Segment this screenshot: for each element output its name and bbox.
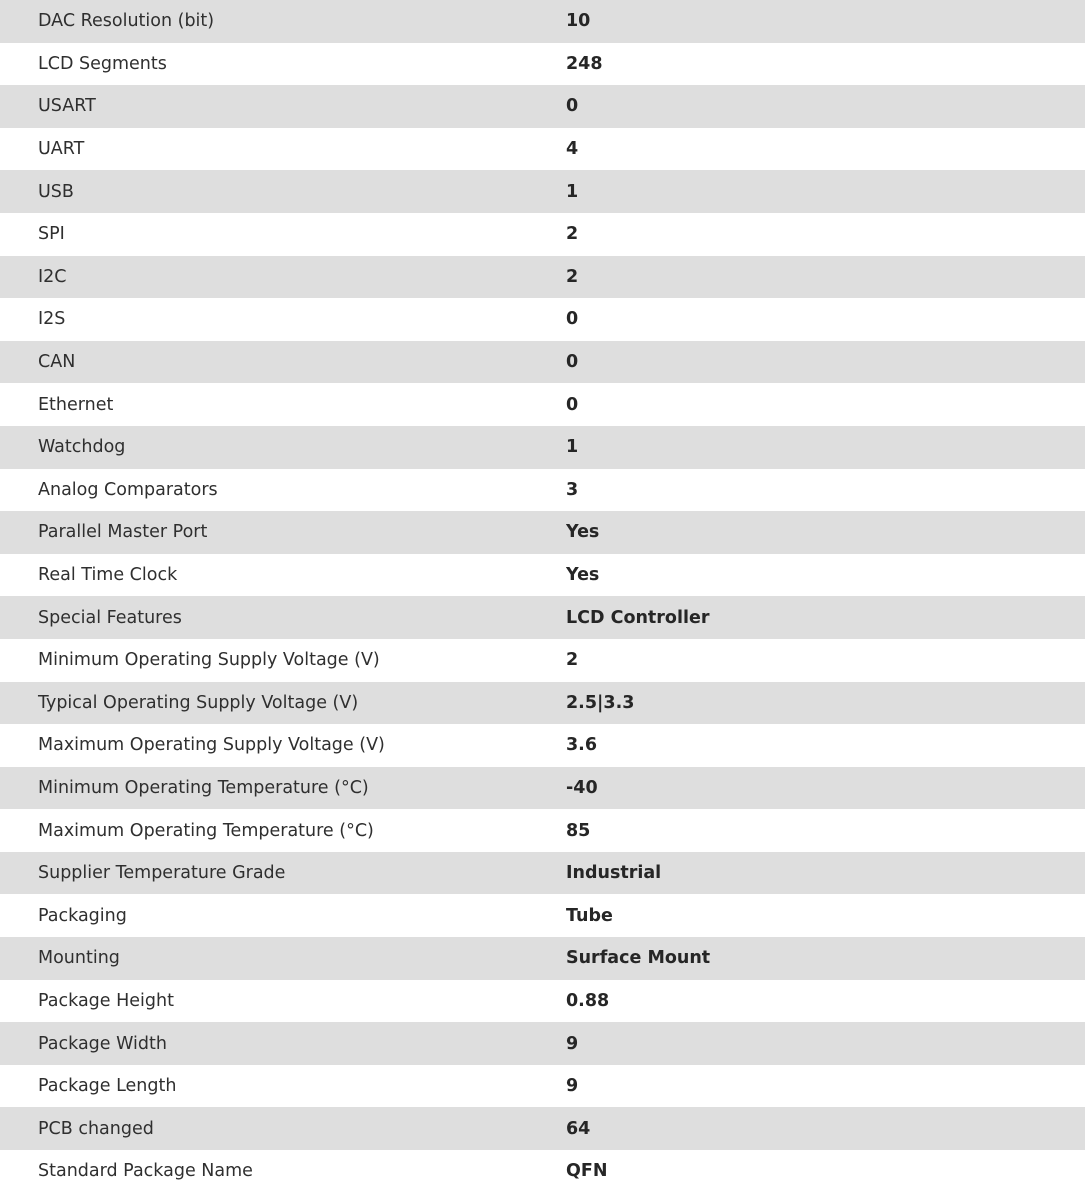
spec-label: Supplier Temperature Grade: [38, 863, 286, 884]
spec-row-ethernet: [0, 383, 1085, 426]
spec-value: 0.88: [566, 990, 610, 1011]
spec-value: 248: [566, 53, 603, 74]
spec-value: Tube: [566, 905, 613, 926]
spec-value: 85: [566, 820, 591, 841]
spec-row-usart: [0, 85, 1085, 128]
spec-value: QFN: [566, 1161, 608, 1182]
spec-value: 0: [566, 352, 579, 373]
spec-row-special-features: [0, 596, 1085, 639]
spec-label: Real Time Clock: [38, 565, 178, 586]
spec-row-package-height: [0, 980, 1085, 1023]
spec-row-watchdog: [0, 426, 1085, 469]
spec-label: Package Length: [38, 1076, 177, 1097]
spec-label: I2C: [38, 266, 67, 287]
spec-value: 10: [566, 11, 591, 32]
spec-row-spi: [0, 213, 1085, 256]
spec-value: 2: [566, 266, 579, 287]
spec-value: 64: [566, 1118, 591, 1139]
spec-row-analog-comparators: [0, 469, 1085, 512]
spec-value: 3: [566, 479, 579, 500]
spec-row-dac-resolution: [0, 0, 1085, 43]
spec-row-i2s: [0, 298, 1085, 341]
spec-value: Surface Mount: [566, 948, 711, 969]
spec-value: 0: [566, 309, 579, 330]
spec-label: Maximum Operating Supply Voltage (V): [38, 735, 385, 756]
spec-label: Minimum Operating Temperature (°C): [38, 777, 369, 798]
spec-value: 0: [566, 96, 579, 117]
spec-value: 4: [566, 139, 579, 160]
spec-row-can: [0, 341, 1085, 384]
spec-label: Packaging: [38, 905, 127, 926]
spec-row-i2c: [0, 256, 1085, 299]
spec-value: 2: [566, 650, 579, 671]
spec-value: 3.6: [566, 735, 598, 756]
spec-label: UART: [38, 139, 85, 160]
spec-row-parallel-master-port: [0, 511, 1085, 554]
spec-label: Maximum Operating Temperature (°C): [38, 820, 374, 841]
spec-value: 9: [566, 1033, 579, 1054]
spec-label: Ethernet: [38, 394, 114, 415]
spec-value: LCD Controller: [566, 607, 710, 628]
spec-row-packaging: [0, 894, 1085, 937]
spec-value: 9: [566, 1076, 579, 1097]
spec-value: -40: [566, 777, 598, 798]
spec-row-min-temperature: [0, 767, 1085, 810]
spec-label: Package Height: [38, 990, 174, 1011]
spec-row-pcb-changed: [0, 1107, 1085, 1150]
spec-row-real-time-clock: [0, 554, 1085, 597]
spec-row-mounting: [0, 937, 1085, 980]
spec-label: Parallel Master Port: [38, 522, 208, 543]
spec-row-standard-package-name: [0, 1150, 1085, 1193]
spec-label: Analog Comparators: [38, 479, 218, 500]
spec-value: 0: [566, 394, 579, 415]
spec-value: 1: [566, 437, 579, 458]
spec-label: Typical Operating Supply Voltage (V): [38, 692, 359, 713]
spec-row-min-supply-voltage: [0, 639, 1085, 682]
spec-row-package-length: [0, 1065, 1085, 1108]
spec-row-usb: [0, 170, 1085, 213]
spec-label: SPI: [38, 224, 65, 245]
spec-label: USART: [38, 96, 96, 117]
spec-label: Mounting: [38, 948, 120, 969]
spec-label: Watchdog: [38, 437, 126, 458]
spec-label: USB: [38, 181, 74, 202]
spec-label: I2S: [38, 309, 66, 330]
spec-row-max-temperature: [0, 809, 1085, 852]
spec-row-uart: [0, 128, 1085, 171]
spec-row-max-supply-voltage: [0, 724, 1085, 767]
spec-value: Yes: [566, 565, 600, 586]
spec-label: PCB changed: [38, 1118, 154, 1139]
spec-label: Minimum Operating Supply Voltage (V): [38, 650, 380, 671]
spec-label: Standard Package Name: [38, 1161, 253, 1182]
spec-row-temperature-grade: [0, 852, 1085, 895]
spec-label: CAN: [38, 352, 76, 373]
spec-row-package-width: [0, 1022, 1085, 1065]
spec-value: Yes: [566, 522, 600, 543]
spec-label: Package Width: [38, 1033, 167, 1054]
spec-value: Industrial: [566, 863, 662, 884]
spec-label: DAC Resolution (bit): [38, 11, 215, 32]
spec-value: 1: [566, 181, 579, 202]
spec-row-lcd-segments: [0, 43, 1085, 86]
spec-label: Special Features: [38, 607, 182, 628]
spec-row-typ-supply-voltage: [0, 682, 1085, 725]
spec-value: 2.5|3.3: [566, 692, 635, 713]
spec-label: LCD Segments: [38, 53, 167, 74]
spec-value: 2: [566, 224, 579, 245]
